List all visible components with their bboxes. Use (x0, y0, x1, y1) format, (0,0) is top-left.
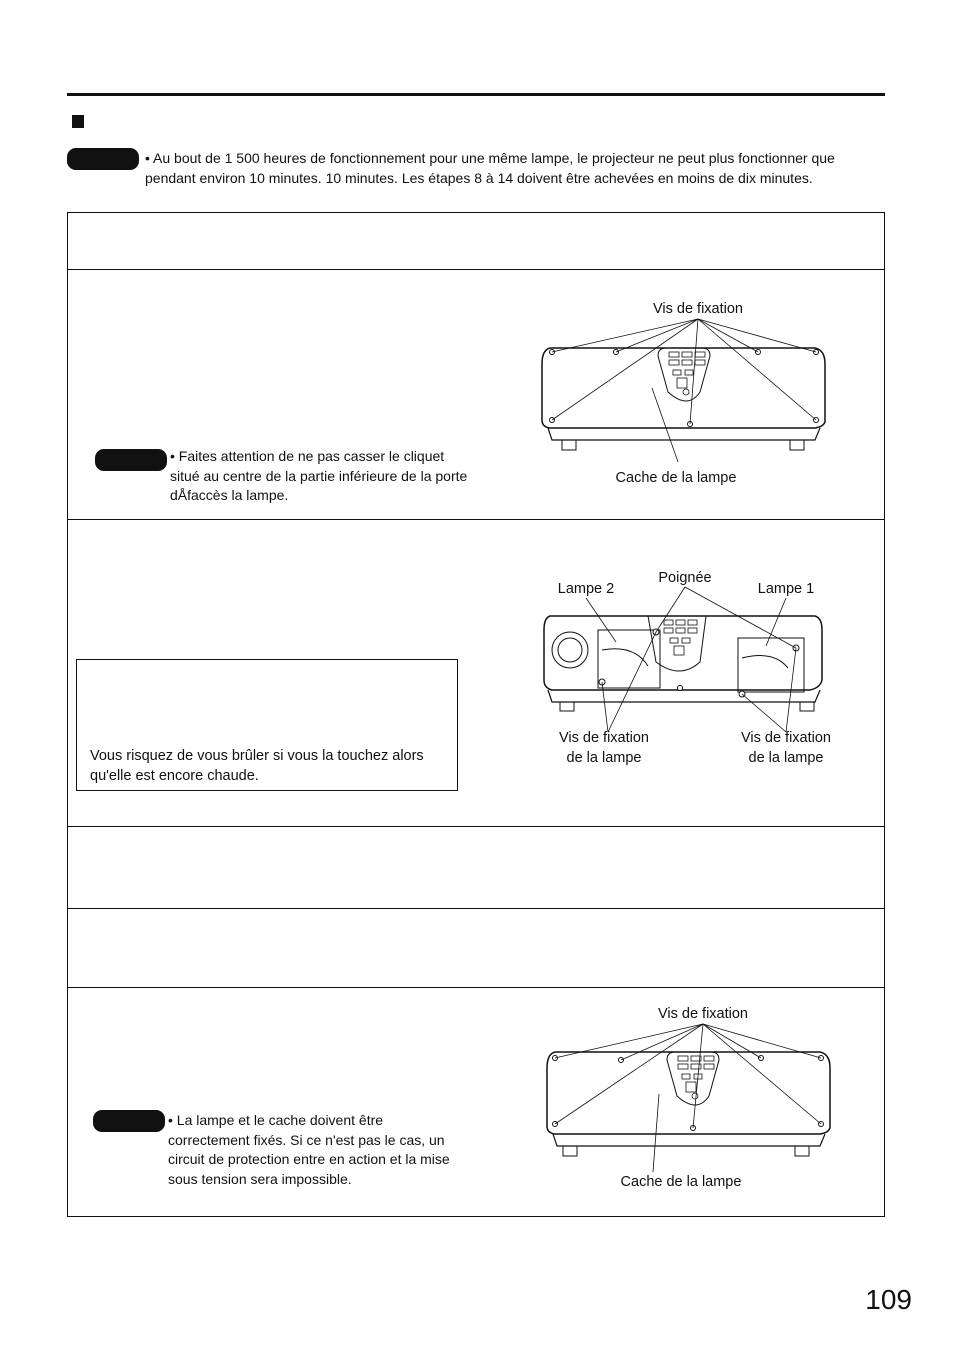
projector-cover-figure (530, 292, 840, 492)
note-badge (93, 1110, 165, 1132)
warning-box (76, 659, 458, 791)
note-badge (67, 148, 139, 170)
projector-lamps-figure (530, 562, 850, 774)
svg-text:Vis de fixation: Vis de fixation (657, 1006, 749, 1022)
section-square-icon (72, 115, 84, 128)
svg-text:de la lampe: de la lampe (566, 750, 642, 766)
header-note: • Au bout de 1 500 heures de fonctionnement pour une même lampe, le projecteur ne peut plus fonctionner que pendant environ 10 minutes. 10 minutes. Les étapes 8 à 14 doivent être achevées en moins de dix minutes. (145, 150, 835, 186)
svg-text:Lampe 1: Lampe 1 (757, 581, 815, 597)
top-rule (67, 93, 885, 96)
row-divider (68, 908, 884, 909)
svg-text:Poignée: Poignée (658, 570, 712, 586)
row6-note: • La lampe et le cache doivent être correctement fixés. Si ce n'est pas le cas, un circuit de protection entre en action et la mise sous tension sera impossible. (168, 1112, 450, 1187)
row-divider (68, 987, 884, 988)
projector-cover-figure-2 (535, 998, 845, 1198)
row-divider (68, 826, 884, 827)
warning-text: Vous risquez de vous brûler si vous la touchez alors qu'elle est encore chaude. (90, 748, 424, 784)
page-number: 109 (865, 1284, 912, 1315)
svg-text:Lampe 2: Lampe 2 (557, 581, 615, 597)
note-badge (95, 449, 167, 471)
svg-text:Cache de la lampe: Cache de la lampe (620, 1174, 742, 1190)
row-divider (68, 519, 884, 520)
svg-text:Vis de fixation: Vis de fixation (558, 730, 650, 746)
svg-text:Vis de fixation: Vis de fixation (740, 730, 832, 746)
svg-text:Cache de la lampe: Cache de la lampe (615, 470, 737, 486)
row-divider (68, 269, 884, 270)
row2-note: • Faites attention de ne pas casser le cliquet situé au centre de la partie inférieure de la porte dÅfaccès la lampe. (170, 448, 468, 503)
svg-text:de la lampe: de la lampe (748, 750, 824, 766)
svg-text:Vis de fixation: Vis de fixation (652, 301, 744, 317)
